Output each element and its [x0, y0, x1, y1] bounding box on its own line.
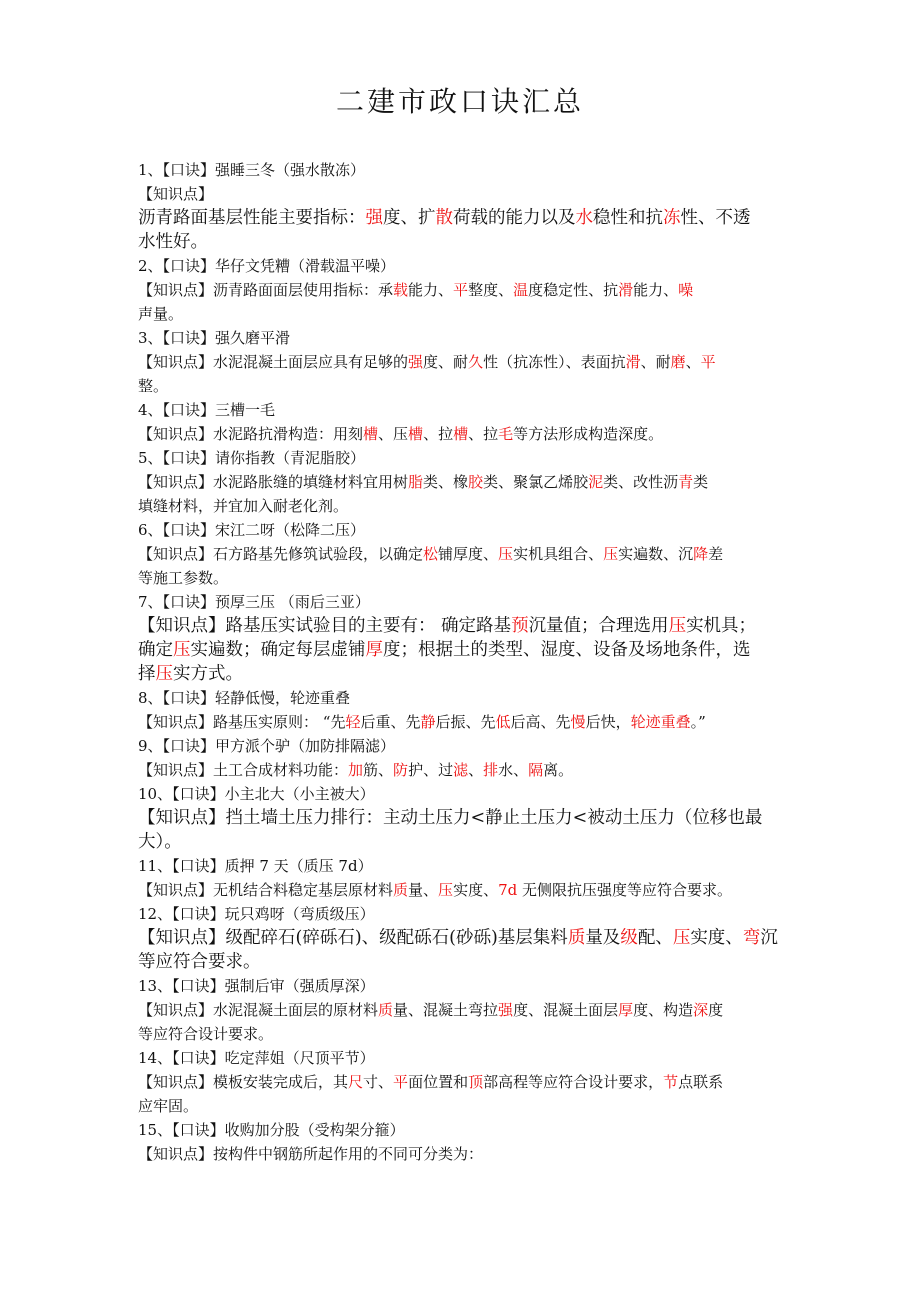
line-text: 筋、: [363, 761, 394, 779]
text-line: [138, 1046, 788, 1070]
highlight-keyword: 弯: [742, 928, 761, 948]
highlight-keyword: 顶: [468, 1073, 484, 1091]
highlight-keyword: 压: [672, 928, 691, 948]
highlight-keyword: 水: [575, 208, 593, 228]
highlight-keyword: 压: [438, 881, 454, 899]
line-text: 实机具组合、: [513, 545, 604, 563]
text-line: [138, 182, 788, 206]
text-line: [138, 758, 788, 782]
highlight-keyword: 压: [668, 616, 687, 636]
line-text: 实度、: [690, 928, 743, 948]
line-text: 等方法形成构造深度。: [513, 425, 664, 443]
highlight-keyword: 平: [700, 353, 716, 371]
line-text: 差: [708, 545, 724, 563]
line-text: 【知识点】土工合成材料功能：: [138, 761, 349, 779]
highlight-keyword: 泥: [588, 473, 604, 491]
highlight-keyword: 冻: [663, 208, 681, 228]
line-text: 无侧限抗压强度等应符合要求。: [517, 881, 733, 899]
line-text: 7、【口诀】预厚三压 （雨后三亚）: [138, 593, 370, 611]
highlight-keyword: 节: [663, 1073, 679, 1091]
highlight-keyword: 滑: [625, 353, 641, 371]
line-text: 【知识点】路基压实试验目的主要有： 确定路基: [138, 616, 512, 636]
text-line: [138, 470, 788, 494]
highlight-keyword: 温: [513, 281, 529, 299]
line-text: 沉: [760, 928, 778, 948]
line-text: 铺厚度、: [438, 545, 499, 563]
line-text: 声量。: [138, 305, 184, 323]
text-line: [138, 662, 788, 686]
line-text: 3、【口诀】强久磨平滑: [138, 329, 291, 347]
text-line: [138, 350, 788, 374]
text-line: [138, 254, 788, 278]
line-text: 类: [693, 473, 709, 491]
highlight-keyword: 防: [393, 761, 409, 779]
line-text: 量及: [585, 928, 621, 948]
text-line: [138, 590, 788, 614]
line-text: 【知识点】模板安装完成后，其: [138, 1073, 349, 1091]
highlight-keyword: 脂: [408, 473, 424, 491]
line-text: 、拉: [423, 425, 454, 443]
highlight-keyword: 青: [678, 473, 694, 491]
highlight-keyword: 7d: [498, 881, 518, 899]
line-text: 、: [468, 761, 484, 779]
line-text: 【知识点】按构件中钢筋所起作用的不同可分类为：: [138, 1145, 484, 1163]
text-line: [138, 494, 788, 518]
highlight-keyword: 松: [423, 545, 439, 563]
highlight-keyword: 槽: [408, 425, 424, 443]
highlight-keyword: 厚: [365, 640, 383, 660]
line-text: 性、不透: [680, 208, 751, 228]
line-text: 度、耐: [423, 353, 469, 371]
highlight-keyword: 尺: [348, 1073, 364, 1091]
highlight-keyword: 厚: [618, 1001, 634, 1019]
line-text: 【知识点】: [138, 185, 214, 203]
line-text: 【知识点】路基压实原则： “先: [138, 713, 346, 731]
text-line: [138, 854, 788, 878]
line-text: 面位置和: [408, 1073, 469, 1091]
line-text: 等应符合设计要求。: [138, 1025, 274, 1043]
highlight-keyword: 强: [365, 208, 383, 228]
line-text: 度: [708, 1001, 724, 1019]
text-line: [138, 278, 788, 302]
text-line: [138, 998, 788, 1022]
highlight-keyword: 低: [495, 713, 511, 731]
line-text: 护、过: [408, 761, 454, 779]
line-text: 10、【口诀】小主北大（小主被大）: [138, 785, 375, 803]
line-text: 【知识点】水泥路胀缝的填缝材料宜用树: [138, 473, 409, 491]
line-text: 6、【口诀】宋江二呀（松降二压）: [138, 521, 366, 539]
text-line: [138, 230, 788, 254]
highlight-keyword: 质: [378, 1001, 394, 1019]
line-text: 13、【口诀】强制后审（强质厚深）: [138, 977, 375, 995]
line-text: 度；根据土的类型、湿度、设备及场地条件，选: [383, 640, 751, 660]
line-text: 等施工参数。: [138, 569, 229, 587]
line-text: 。”: [690, 713, 706, 731]
text-line: [138, 422, 788, 446]
highlight-keyword: 压: [173, 640, 191, 660]
text-line: [138, 374, 788, 398]
line-text: 整度、: [468, 281, 514, 299]
line-text: 实机具；: [686, 616, 757, 636]
highlight-keyword: 压: [603, 545, 619, 563]
line-text: 点联系: [678, 1073, 724, 1091]
text-line: [138, 734, 788, 758]
line-text: 水性好。: [138, 232, 208, 252]
text-line: [138, 566, 788, 590]
line-text: 【知识点】水泥混凝土面层的原材料: [138, 1001, 379, 1019]
text-line: [138, 830, 788, 854]
line-text: 量、混凝土弯拉: [393, 1001, 499, 1019]
line-text: 大）。: [138, 832, 182, 852]
text-line: [138, 1022, 788, 1046]
line-text: 后高、先: [510, 713, 571, 731]
highlight-keyword: 深: [693, 1001, 709, 1019]
line-text: 11、【口诀】质押 7 天（质压 7d）: [138, 857, 373, 875]
highlight-keyword: 加: [348, 761, 364, 779]
page-title: 二建市政口诀汇总: [335, 85, 584, 118]
highlight-keyword: 平: [453, 281, 469, 299]
highlight-keyword: 隔: [528, 761, 544, 779]
line-text: 【知识点】挡土墙土压力排行：主动土压力<静止土压力<被动土压力（位移也最: [138, 808, 763, 828]
line-text: 度稳定性、抗: [528, 281, 619, 299]
line-text: 14、【口诀】吃定萍姐（尺顶平节）: [138, 1049, 375, 1067]
text-line: [138, 1094, 788, 1118]
line-text: 实度、: [453, 881, 499, 899]
text-line: [138, 326, 788, 350]
line-text: 实遍数；确定每层虚铺: [190, 640, 366, 660]
line-text: 2、【口诀】华仔文凭糟（滑载温平噪）: [138, 257, 396, 275]
line-text: 5、【口诀】请你指教（青泥脂胶）: [138, 449, 366, 467]
line-text: 实遍数、沉: [618, 545, 694, 563]
text-line: [138, 1118, 788, 1142]
line-text: 整。: [138, 377, 169, 395]
highlight-keyword: 胶: [468, 473, 484, 491]
text-line: [138, 206, 788, 230]
line-text: 8、【口诀】轻静低慢，轮迹重叠: [138, 689, 351, 707]
text-line: [138, 950, 788, 974]
line-text: 配、: [637, 928, 673, 948]
line-text: 【知识点】石方路基先修筑试验段，以确定: [138, 545, 424, 563]
text-line: [138, 398, 788, 422]
text-line: [138, 902, 788, 926]
text-line: [138, 926, 788, 950]
line-text: 等应符合要求。: [138, 952, 261, 972]
line-text: 类、橡: [423, 473, 469, 491]
line-text: 量、: [408, 881, 439, 899]
line-text: 后快，: [585, 713, 631, 731]
text-line: [138, 1142, 788, 1166]
line-text: 9、【口诀】甲方派个驴（加防排隔滤）: [138, 737, 396, 755]
line-text: 稳性和抗: [593, 208, 663, 228]
highlight-keyword: 载: [393, 281, 409, 299]
document-body: [138, 158, 788, 1166]
highlight-keyword: 强: [408, 353, 424, 371]
text-line: [138, 710, 788, 734]
highlight-keyword: 排: [483, 761, 499, 779]
highlight-keyword: 槽: [453, 425, 469, 443]
line-text: 类、聚氯乙烯胶: [483, 473, 589, 491]
line-text: 、耐: [640, 353, 671, 371]
line-text: 、拉: [468, 425, 499, 443]
text-line: [138, 614, 788, 638]
highlight-keyword: 槽: [363, 425, 379, 443]
text-line: [138, 158, 788, 182]
highlight-keyword: 散: [435, 208, 453, 228]
line-text: 离。: [543, 761, 574, 779]
line-text: 水、: [498, 761, 529, 779]
highlight-keyword: 慢: [570, 713, 586, 731]
text-line: [138, 302, 788, 326]
line-text: 确定: [138, 640, 173, 660]
line-text: 、: [685, 353, 701, 371]
line-text: 性（抗冻性）、表面抗: [483, 353, 626, 371]
line-text: 、压: [378, 425, 409, 443]
line-text: 实方式。: [173, 664, 243, 684]
highlight-keyword: 噪: [678, 281, 694, 299]
line-text: 【知识点】级配碎石(碎砾石)、级配砾石(砂砾)基层集料: [138, 928, 568, 948]
line-text: 4、【口诀】三槽一毛: [138, 401, 276, 419]
line-text: 后振、先: [435, 713, 496, 731]
text-line: [138, 806, 788, 830]
highlight-keyword: 滑: [618, 281, 634, 299]
line-text: 度、混凝土面层: [513, 1001, 619, 1019]
text-line: [138, 446, 788, 470]
highlight-keyword: 预: [511, 616, 529, 636]
line-text: 12、【口诀】玩只鸡呀（弯质级压）: [138, 905, 375, 923]
highlight-keyword: 毛: [498, 425, 514, 443]
text-line: [138, 638, 788, 662]
highlight-keyword: 磨: [670, 353, 686, 371]
line-text: 类、改性沥: [603, 473, 679, 491]
line-text: 后重、先: [360, 713, 421, 731]
text-line: [138, 782, 788, 806]
highlight-keyword: 轻: [345, 713, 361, 731]
highlight-keyword: 轮迹重叠: [630, 713, 691, 731]
line-text: 填缝材料，并宜加入耐老化剂。: [138, 497, 349, 515]
line-text: 荷载的能力以及: [453, 208, 576, 228]
highlight-keyword: 质: [393, 881, 409, 899]
line-text: 沥青路面基层性能主要指标：: [138, 208, 366, 228]
line-text: 【知识点】水泥路抗滑构造：用刻: [138, 425, 364, 443]
text-line: [138, 974, 788, 998]
highlight-keyword: 压: [155, 664, 173, 684]
highlight-keyword: 静: [420, 713, 436, 731]
highlight-keyword: 质: [567, 928, 586, 948]
line-text: 度、构造: [633, 1001, 694, 1019]
highlight-keyword: 平: [393, 1073, 409, 1091]
line-text: 【知识点】水泥混凝土面层应具有足够的: [138, 353, 409, 371]
text-line: [138, 878, 788, 902]
line-text: 【知识点】无机结合料稳定基层原材料: [138, 881, 394, 899]
highlight-keyword: 久: [468, 353, 484, 371]
text-line: [138, 518, 788, 542]
line-text: 应牢固。: [138, 1097, 199, 1115]
line-text: 部高程等应符合设计要求，: [483, 1073, 664, 1091]
highlight-keyword: 降: [693, 545, 709, 563]
line-text: 度、扩: [383, 208, 436, 228]
text-line: [138, 686, 788, 710]
line-text: 择: [138, 664, 156, 684]
line-text: 沉量值；合理选用: [528, 616, 669, 636]
text-line: [138, 1070, 788, 1094]
highlight-keyword: 级: [620, 928, 638, 948]
highlight-keyword: 强: [498, 1001, 514, 1019]
text-line: [138, 542, 788, 566]
line-text: 1、【口诀】强睡三冬（强水散冻）: [138, 161, 366, 179]
line-text: 能力、: [633, 281, 679, 299]
line-text: 寸、: [363, 1073, 394, 1091]
line-text: 能力、: [408, 281, 454, 299]
line-text: 【知识点】沥青路面面层使用指标：承: [138, 281, 394, 299]
line-text: 15、【口诀】收购加分股（受构架分箍）: [138, 1121, 405, 1139]
highlight-keyword: 压: [498, 545, 514, 563]
highlight-keyword: 滤: [453, 761, 469, 779]
